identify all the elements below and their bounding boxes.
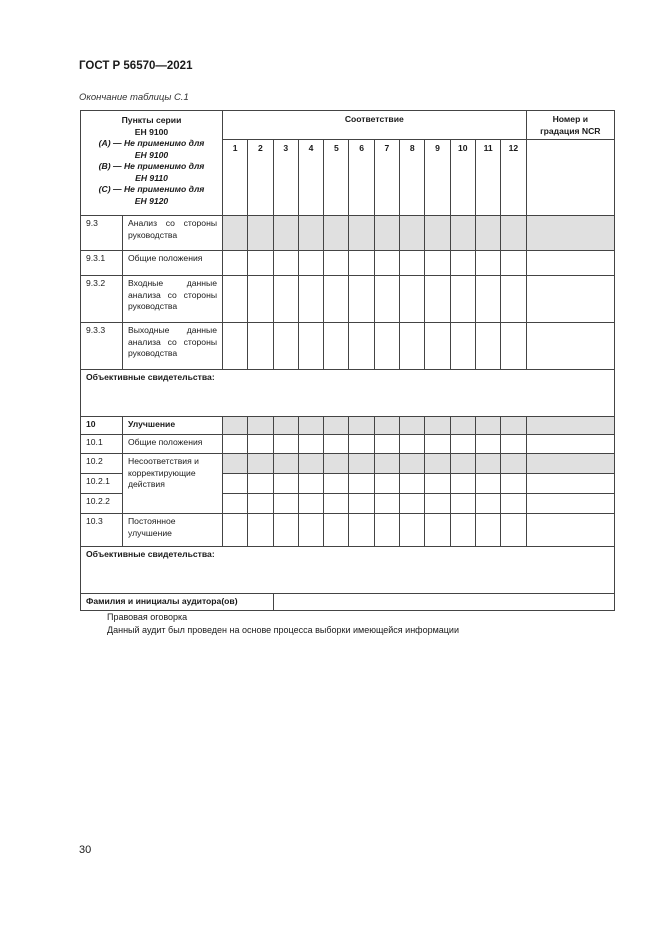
- conformity-cell: [298, 514, 323, 547]
- conformity-number: 11: [475, 140, 500, 216]
- conformity-cell: [349, 276, 374, 323]
- auditor-value: [273, 594, 614, 611]
- ncr-cell: [526, 216, 614, 251]
- conformity-number: 6: [349, 140, 374, 216]
- conformity-cell: [248, 251, 273, 276]
- conformity-cell: [298, 417, 323, 435]
- conformity-cell: [248, 454, 273, 474]
- conformity-cell: [298, 276, 323, 323]
- conformity-cell: [450, 454, 475, 474]
- conformity-cell: [374, 435, 399, 454]
- conformity-cell: [501, 323, 526, 370]
- header-points-note: (А) — Не применимо для: [98, 138, 205, 148]
- conformity-cell: [425, 474, 450, 494]
- conformity-number: 7: [374, 140, 399, 216]
- conformity-cell: [501, 417, 526, 435]
- conformity-cell: [501, 494, 526, 514]
- conformity-cell: [273, 435, 298, 454]
- conformity-cell: [475, 474, 500, 494]
- ncr-header-cell: [526, 140, 614, 216]
- conformity-cell: [450, 251, 475, 276]
- conformity-cell: [248, 474, 273, 494]
- conformity-cell: [324, 435, 349, 454]
- conformity-cell: [475, 514, 500, 547]
- conformity-cell: [425, 323, 450, 370]
- conformity-cell: [501, 454, 526, 474]
- conformity-cell: [425, 494, 450, 514]
- conformity-cell: [400, 323, 425, 370]
- clause-number: 10.2.2: [81, 494, 123, 514]
- clause-number: 10.3: [81, 514, 123, 547]
- evidence-row: [81, 547, 615, 594]
- conformity-cell: [324, 417, 349, 435]
- conformity-cell: [400, 494, 425, 514]
- clause-number: 9.3.2: [81, 276, 123, 323]
- clause-number: 10.2: [81, 454, 123, 474]
- header-points-title: Пункты серии: [121, 115, 182, 125]
- conformity-cell: [223, 494, 248, 514]
- conformity-cell: [273, 454, 298, 474]
- conformity-cell: [400, 454, 425, 474]
- clause-text: Общие положения: [123, 435, 223, 454]
- conformity-cell: [475, 323, 500, 370]
- conformity-cell: [400, 251, 425, 276]
- conformity-number: 9: [425, 140, 450, 216]
- conformity-cell: [349, 494, 374, 514]
- header-conformity: Соответствие: [223, 111, 527, 140]
- conformity-cell: [248, 216, 273, 251]
- conformity-cell: [248, 417, 273, 435]
- conformity-cell: [223, 454, 248, 474]
- table-row: [81, 454, 615, 474]
- conformity-cell: [475, 251, 500, 276]
- conformity-cell: [450, 435, 475, 454]
- evidence-row: [81, 370, 615, 417]
- conformity-number: 8: [400, 140, 425, 216]
- conformity-cell: [349, 454, 374, 474]
- conformity-cell: [400, 417, 425, 435]
- conformity-number: 10: [450, 140, 475, 216]
- evidence-label: Объективные свидетельства:: [81, 370, 615, 417]
- clause-number: 10.2.1: [81, 474, 123, 494]
- header-ncr: [526, 111, 614, 140]
- conformity-cell: [298, 251, 323, 276]
- conformity-cell: [273, 474, 298, 494]
- conformity-cell: [425, 454, 450, 474]
- conformity-cell: [298, 435, 323, 454]
- header-points: [81, 111, 223, 216]
- ncr-cell: [526, 494, 614, 514]
- clause-text: Выходные данные анализа со стороны руководства: [123, 323, 223, 370]
- conformity-cell: [324, 276, 349, 323]
- header-points-note: ЕН 9100: [134, 149, 169, 160]
- conformity-cell: [450, 514, 475, 547]
- conformity-cell: [425, 276, 450, 323]
- conformity-cell: [475, 417, 500, 435]
- clause-number: 9.3: [81, 216, 123, 251]
- table-row: [81, 417, 615, 435]
- conformity-number: 4: [298, 140, 323, 216]
- conformity-cell: [374, 417, 399, 435]
- conformity-cell: [349, 251, 374, 276]
- conformity-cell: [450, 494, 475, 514]
- evidence-label: Объективные свидетельства:: [81, 547, 615, 594]
- document-code: ГОСТ Р 56570—2021: [79, 60, 193, 72]
- conformity-cell: [475, 494, 500, 514]
- conformity-cell: [223, 276, 248, 323]
- conformity-cell: [324, 251, 349, 276]
- conformity-cell: [374, 251, 399, 276]
- clause-number: 10.1: [81, 435, 123, 454]
- clause-text: Входные данные анализа со стороны руководства: [123, 276, 223, 323]
- table-row: [81, 251, 615, 276]
- conformity-number: 5: [324, 140, 349, 216]
- conformity-cell: [273, 276, 298, 323]
- clause-text: Несоответствия и корректирующие действия: [123, 454, 223, 514]
- disclaimer-title: Правовая оговорка: [107, 612, 188, 622]
- conformity-cell: [223, 514, 248, 547]
- conformity-cell: [273, 251, 298, 276]
- conformity-cell: [349, 514, 374, 547]
- conformity-cell: [324, 514, 349, 547]
- conformity-cell: [425, 251, 450, 276]
- conformity-cell: [223, 417, 248, 435]
- conformity-cell: [374, 216, 399, 251]
- conformity-cell: [501, 216, 526, 251]
- conformity-cell: [273, 514, 298, 547]
- conformity-cell: [223, 474, 248, 494]
- clause-number: 9.3.1: [81, 251, 123, 276]
- conformity-cell: [273, 494, 298, 514]
- header-ncr-line: градация NCR: [540, 125, 601, 136]
- conformity-cell: [273, 417, 298, 435]
- conformity-cell: [501, 474, 526, 494]
- conformity-cell: [450, 276, 475, 323]
- conformity-cell: [450, 216, 475, 251]
- ncr-cell: [526, 323, 614, 370]
- conformity-cell: [349, 323, 374, 370]
- conformity-cell: [248, 435, 273, 454]
- ncr-cell: [526, 276, 614, 323]
- conformity-cell: [501, 435, 526, 454]
- conformity-cell: [324, 216, 349, 251]
- conformity-cell: [475, 216, 500, 251]
- conformity-cell: [324, 454, 349, 474]
- conformity-cell: [298, 216, 323, 251]
- clause-number: 9.3.3: [81, 323, 123, 370]
- table-caption: Окончание таблицы С.1: [79, 92, 189, 103]
- conformity-cell: [400, 474, 425, 494]
- conformity-cell: [349, 417, 374, 435]
- conformity-cell: [298, 474, 323, 494]
- conformity-cell: [374, 276, 399, 323]
- conformity-cell: [223, 216, 248, 251]
- ncr-cell: [526, 474, 614, 494]
- table-row: [81, 276, 615, 323]
- page-number: 30: [79, 844, 92, 856]
- conformity-cell: [374, 454, 399, 474]
- conformity-cell: [450, 323, 475, 370]
- conformity-cell: [374, 323, 399, 370]
- header-points-note: ЕН 9120: [134, 195, 169, 206]
- conformity-cell: [475, 276, 500, 323]
- ncr-cell: [526, 435, 614, 454]
- conformity-cell: [298, 454, 323, 474]
- conformity-cell: [400, 514, 425, 547]
- conformity-cell: [501, 276, 526, 323]
- conformity-cell: [425, 417, 450, 435]
- auditor-label: Фамилия и инициалы аудитора(ов): [81, 594, 274, 611]
- conformity-cell: [425, 435, 450, 454]
- conformity-number: 12: [501, 140, 526, 216]
- clause-text: Улучшение: [123, 417, 223, 435]
- conformity-cell: [450, 474, 475, 494]
- table-row: [81, 323, 615, 370]
- conformity-cell: [425, 514, 450, 547]
- conformity-cell: [501, 251, 526, 276]
- table-row: [81, 435, 615, 454]
- header-points-title: ЕН 9100: [134, 126, 169, 137]
- disclaimer-text: Данный аудит был проведен на основе процесса выборки имеющейся информации: [107, 625, 459, 635]
- header-ncr-line: Номер и: [552, 114, 588, 124]
- clause-number: 10: [81, 417, 123, 435]
- clause-text: Анализ со стороны руководства: [123, 216, 223, 251]
- conformity-cell: [475, 435, 500, 454]
- header-points-note: (С) — Не применимо для: [98, 184, 205, 194]
- clause-text: Общие положения: [123, 251, 223, 276]
- conformity-cell: [248, 323, 273, 370]
- conformity-cell: [400, 216, 425, 251]
- conformity-cell: [324, 474, 349, 494]
- conformity-cell: [248, 276, 273, 323]
- conformity-number: 3: [273, 140, 298, 216]
- conformity-cell: [223, 251, 248, 276]
- conformity-cell: [273, 216, 298, 251]
- conformity-cell: [400, 276, 425, 323]
- disclaimer: [107, 611, 459, 637]
- audit-table: [80, 110, 615, 611]
- conformity-cell: [374, 494, 399, 514]
- conformity-cell: [248, 514, 273, 547]
- conformity-cell: [273, 323, 298, 370]
- conformity-cell: [475, 454, 500, 474]
- ncr-cell: [526, 417, 614, 435]
- conformity-cell: [324, 494, 349, 514]
- conformity-cell: [349, 435, 374, 454]
- ncr-cell: [526, 454, 614, 474]
- conformity-cell: [349, 474, 374, 494]
- header-points-note: ЕН 9110: [135, 172, 168, 183]
- ncr-cell: [526, 514, 614, 547]
- header-points-note: (В) — Не применимо для: [98, 161, 205, 171]
- conformity-cell: [450, 417, 475, 435]
- clause-text: Постоянное улучшение: [123, 514, 223, 547]
- conformity-number: 2: [248, 140, 273, 216]
- conformity-cell: [400, 435, 425, 454]
- conformity-cell: [349, 216, 374, 251]
- conformity-cell: [223, 435, 248, 454]
- auditor-row: [81, 594, 615, 611]
- conformity-cell: [223, 323, 248, 370]
- conformity-cell: [248, 494, 273, 514]
- table-row: [81, 514, 615, 547]
- table-row: [81, 216, 615, 251]
- conformity-cell: [374, 514, 399, 547]
- conformity-number: 1: [223, 140, 248, 216]
- header-row: [81, 111, 615, 140]
- conformity-cell: [501, 514, 526, 547]
- conformity-cell: [298, 494, 323, 514]
- ncr-cell: [526, 251, 614, 276]
- conformity-cell: [324, 323, 349, 370]
- conformity-cell: [374, 474, 399, 494]
- conformity-cell: [425, 216, 450, 251]
- conformity-cell: [298, 323, 323, 370]
